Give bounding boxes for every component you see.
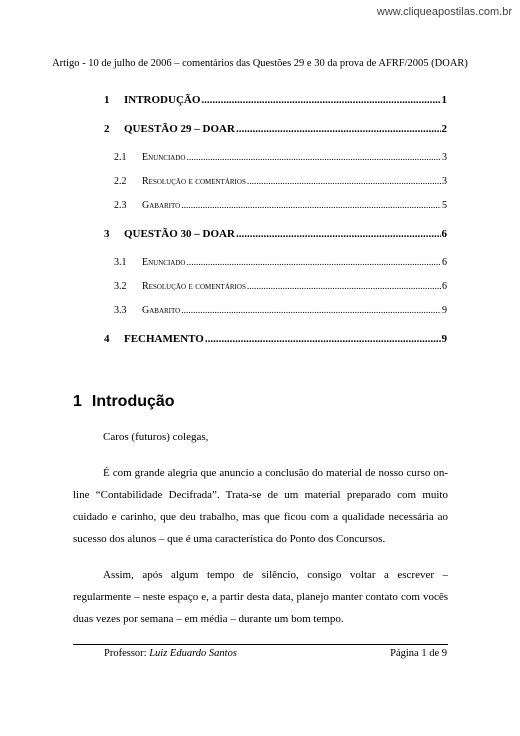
toc-number: 3.2 <box>114 281 127 292</box>
toc-number: 2.2 <box>114 176 127 187</box>
section-heading <box>73 393 175 411</box>
toc-entry-4[interactable] <box>104 333 447 349</box>
toc-page-number: 2 <box>441 123 447 135</box>
toc-leader-dots <box>205 333 441 345</box>
toc-leader-dots <box>236 228 441 240</box>
running-header: Artigo - 10 de julho de 2006 – comentários das Questões 29 e 30 da prova de AFRF/2005 (DOAR) <box>52 58 468 69</box>
toc-title: INTRODUÇÃO <box>124 94 201 106</box>
professor-label: Professor: <box>104 648 150 659</box>
toc-leader-dots <box>186 153 441 163</box>
toc-title: Enunciado <box>142 152 186 163</box>
toc-page-number: 3 <box>442 176 447 187</box>
toc-title: Resolução e comentários <box>142 281 246 292</box>
toc-leader-dots <box>236 123 441 135</box>
toc-number: 3 <box>104 228 110 240</box>
toc-title: Enunciado <box>142 257 186 268</box>
paragraph-greeting: Caros (futuros) colegas, <box>103 431 209 443</box>
toc-number: 2 <box>104 123 110 135</box>
toc-page-number: 3 <box>442 152 447 163</box>
toc-title: QUESTÃO 30 – DOAR <box>124 228 235 240</box>
paragraph: Assim, após algum tempo de silêncio, consigo voltar a escrever – regularmente – neste espaço e, a partir desta data, planejo manter contato com vocês duas vezes por semana – em média – durante um bom tempo. <box>73 569 448 625</box>
toc-page-number: 6 <box>442 281 447 292</box>
footer-divider <box>73 644 448 645</box>
toc-page-number: 9 <box>441 333 447 345</box>
toc-entry-2-1[interactable] <box>114 152 447 168</box>
body-text <box>73 426 448 630</box>
watermark-url: www.cliqueapostilas.com.br <box>376 6 512 18</box>
toc-number: 3.1 <box>114 257 127 268</box>
toc-entry-3-1[interactable] <box>114 257 447 273</box>
toc-number: 2.1 <box>114 152 127 163</box>
section-title: Introdução <box>91 393 175 410</box>
toc-entry-3[interactable] <box>104 228 447 244</box>
toc-entry-1[interactable] <box>104 94 447 110</box>
toc-leader-dots <box>247 177 441 187</box>
paragraph: É com grande alegria que anuncio a conclusão do material de nosso curso on-line “Contabilidade Decifrada”. Trata-se de um material preparado com muito cuidado e carinho, que deu trabalho, mas que ficou com a qualidade necessária ao sucesso dos alunos – que é uma característica do Ponto dos Concursos. <box>73 467 448 545</box>
toc-page-number: 6 <box>441 228 447 240</box>
toc-title: Gabarito <box>142 200 181 211</box>
toc-page-number: 9 <box>442 305 447 316</box>
toc-number: 4 <box>104 333 110 345</box>
professor-name: Luiz Eduardo Santos <box>149 648 237 659</box>
footer-professor <box>104 648 237 659</box>
toc-title: Resolução e comentários <box>142 176 246 187</box>
toc-leader-dots <box>201 94 440 106</box>
toc-title: Gabarito <box>142 305 181 316</box>
toc-entry-2[interactable] <box>104 123 447 139</box>
toc-leader-dots <box>247 282 441 292</box>
toc-entry-2-2[interactable] <box>114 176 447 192</box>
toc-page-number: 5 <box>442 200 447 211</box>
toc-number: 3.3 <box>114 305 127 316</box>
toc-number: 2.3 <box>114 200 127 211</box>
toc-entry-3-3[interactable] <box>114 305 447 321</box>
page-number: Página 1 de 9 <box>390 648 447 659</box>
page-footer <box>104 648 447 659</box>
section-number: 1 <box>73 393 82 410</box>
toc-page-number: 1 <box>441 94 447 106</box>
toc-leader-dots <box>186 258 441 268</box>
toc-leader-dots <box>181 201 441 211</box>
toc-entry-3-2[interactable] <box>114 281 447 297</box>
toc-title: FECHAMENTO <box>124 333 204 345</box>
toc-page-number: 6 <box>442 257 447 268</box>
toc-title: QUESTÃO 29 – DOAR <box>124 123 235 135</box>
toc-number: 1 <box>104 94 110 106</box>
toc-leader-dots <box>181 306 441 316</box>
toc-entry-2-3[interactable] <box>114 200 447 216</box>
